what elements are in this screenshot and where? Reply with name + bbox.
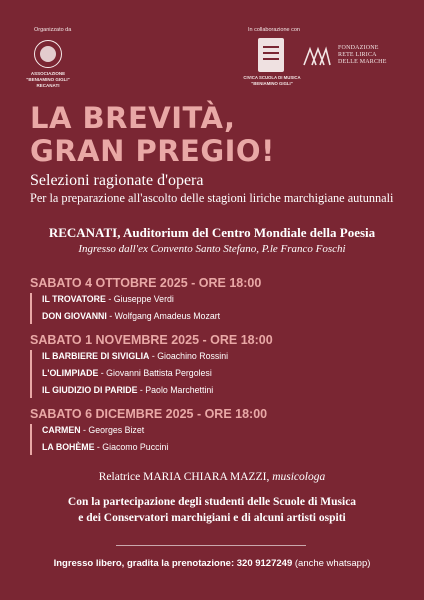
subline: Per la preparazione all'ascolto delle stagioni liriche marchigiane autunnali	[30, 191, 394, 205]
date-heading-3: SABATO 6 DICEMBRE 2025 - ORE 18:00	[30, 407, 268, 421]
association-logo	[34, 40, 62, 68]
partecipazione: Con la partecipazione degli studenti delle Scuole di Musica e dei Conservatori marchigiani e di alcuni artisti ospiti	[67, 496, 357, 524]
main-title: LA BREVITÀ, GRAN PREGIO!	[30, 101, 275, 168]
civica-scuola-logo	[258, 38, 284, 72]
date-heading-2: SABATO 1 NOVEMBRE 2025 - ORE 18:00	[30, 333, 273, 347]
organizzato-label: Organizzato da	[34, 27, 72, 33]
date-bracket-2	[30, 350, 32, 398]
divider	[116, 545, 306, 546]
date-bracket-3	[30, 424, 32, 455]
association-logo-text: ASSOCIAZIONE "BENIAMINO GIGLI" RECANATI	[26, 71, 70, 88]
ingresso-info: Ingresso libero, gradita la prenotazione: 320 9127249 (anche whatsapp)	[53, 558, 371, 569]
programme-item: L'OLIMPIADE - Giovanni Battista Pergolesi	[42, 368, 212, 378]
fondazione-logo-mark	[302, 45, 332, 67]
venue-name: RECANATI, Auditorium del Centro Mondiale della Poesia	[48, 225, 376, 240]
date-heading-1: SABATO 4 OTTOBRE 2025 - ORE 18:00	[30, 276, 262, 290]
programme-item: LA BOHÈME - Giacomo Puccini	[42, 442, 169, 452]
venue-entrance: Ingresso dall'ex Convento Santo Stefano, P.le Franco Foschi	[78, 243, 346, 255]
civica-scuola-text: CIVICA SCUOLA DI MUSICA "BENIAMINO GIGLI"	[243, 75, 301, 86]
date-bracket-1	[30, 293, 32, 324]
relatrice: Relatrice MARIA CHIARA MAZZI, musicologa	[98, 471, 326, 483]
collab-label: In collaborazione con	[248, 27, 300, 33]
programme-item: DON GIOVANNI - Wolfgang Amadeus Mozart	[42, 311, 221, 321]
fondazione-text: FONDAZIONE RETE LIRICA DELLE MARCHE	[338, 45, 387, 65]
programme-item: IL GIUDIZIO DI PARIDE - Paolo Marchettini	[42, 385, 214, 395]
programme-item: CARMEN - Georges Bizet	[42, 425, 145, 435]
programme-item: IL BARBIERE DI SIVIGLIA - Gioachino Rossini	[42, 351, 229, 361]
programme-item: IL TROVATORE - Giuseppe Verdi	[42, 294, 174, 304]
subtitle: Selezioni ragionate d'opera	[30, 172, 204, 189]
